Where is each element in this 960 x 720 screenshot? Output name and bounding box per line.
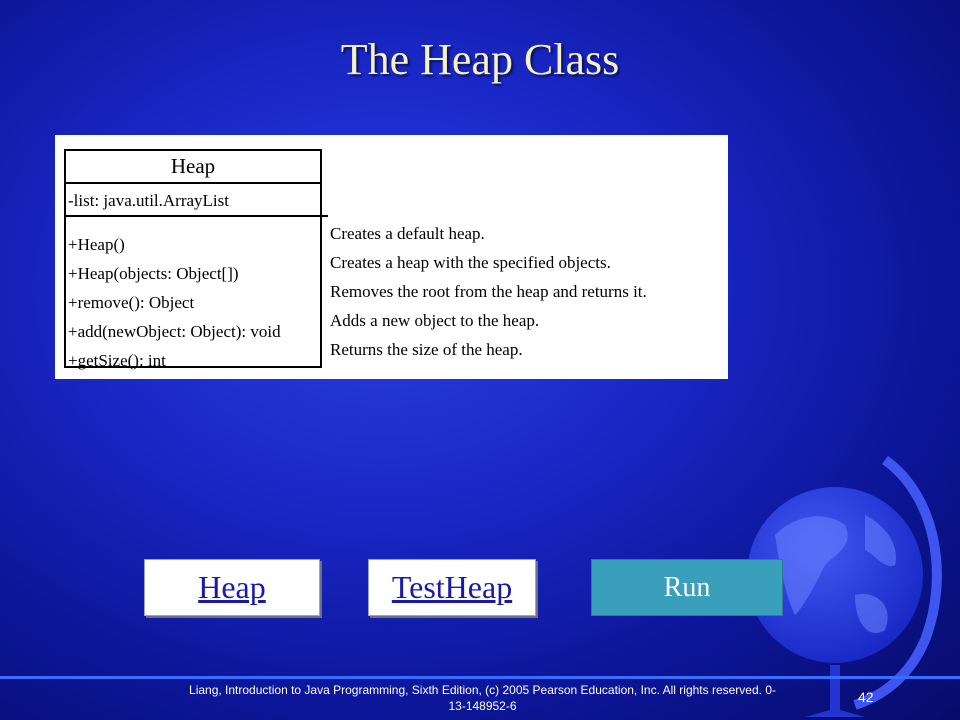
footer-copyright: Liang, Introduction to Java Programming, Sixth Edition, (c) 2005 Pearson Education, Inc. All rights reserved. 0-13-148952-6 bbox=[189, 683, 776, 713]
testheap-source-button[interactable]: TestHeap bbox=[368, 559, 536, 616]
uml-method: +Heap() bbox=[68, 235, 125, 254]
heap-source-button[interactable]: Heap bbox=[144, 559, 320, 616]
uml-method: +add(newObject: Object): void bbox=[68, 322, 281, 341]
method-description: Adds a new object to the heap. bbox=[330, 311, 540, 330]
slide-title: The Heap Class bbox=[340, 35, 620, 84]
uml-method: +getSize(): int bbox=[68, 351, 166, 370]
run-button[interactable]: Run bbox=[591, 559, 783, 616]
uml-divider-extension bbox=[320, 215, 328, 217]
uml-method: +Heap(objects: Object[]) bbox=[68, 264, 239, 283]
method-description: Removes the root from the heap and returns it. bbox=[330, 282, 647, 301]
uml-attribute: -list: java.util.ArrayList bbox=[66, 184, 320, 217]
page-number: 42 bbox=[858, 689, 874, 705]
method-description: Creates a heap with the specified objects. bbox=[330, 253, 611, 272]
uml-diagram-panel bbox=[55, 135, 728, 379]
uml-method: +remove(): Object bbox=[68, 293, 195, 312]
footer-divider bbox=[0, 676, 960, 679]
uml-class-box bbox=[64, 149, 322, 368]
uml-class-name: Heap bbox=[66, 151, 320, 184]
method-description: Creates a default heap. bbox=[330, 224, 485, 243]
method-description: Returns the size of the heap. bbox=[330, 340, 523, 359]
